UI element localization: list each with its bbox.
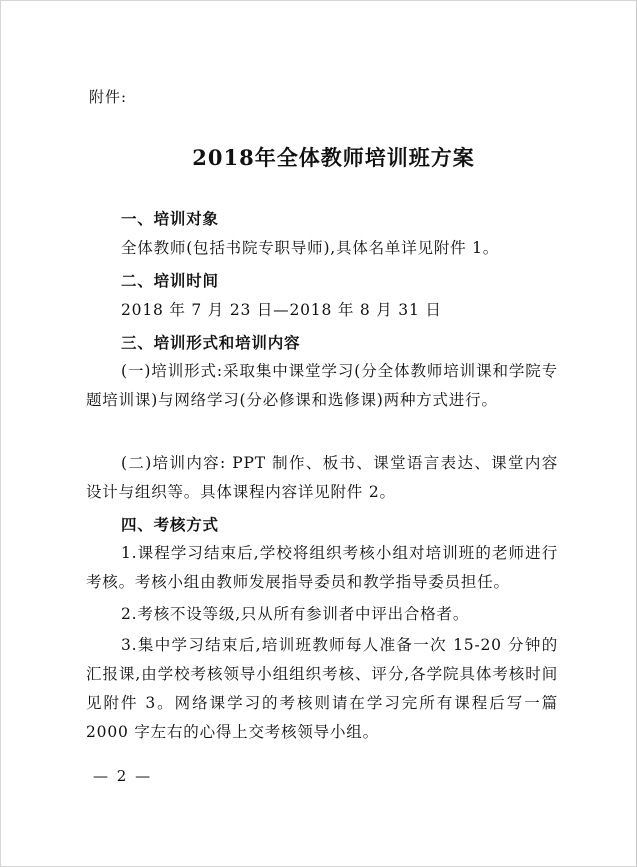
page-number: — 2 — [93, 767, 153, 785]
document-title: 2018年全体教师培训班方案 [192, 145, 475, 170]
section-3-heading: 三、培训形式和培训内容 [121, 333, 301, 352]
section-4-paragraph-3: 3.集中学习结束后,培训班教师每人准备一次 15-20 分钟的汇报课,由学校考核领导小组组织考核、评分,各学院具体考核时间见附件 3。网络课学习的考核则请在学习完所有课程后写一篇 2000 字左右的心得上交考核领导小组。 [86, 636, 558, 741]
section-3-paragraph-1: (一)培训形式:采取集中课堂学习(分全体教师培训课和学院专题培训课)与网络学习(分必修课和选修课)两种方式进行。 [86, 362, 558, 409]
section-2-heading: 二、培训时间 [121, 271, 219, 290]
section-4-heading: 四、考核方式 [121, 515, 219, 534]
section-4-paragraph-1: 1.课程学习结束后,学校将组织考核小组对培训班的老师进行考核。考核小组由教师发展指导委员和教学指导委员担任。 [86, 544, 558, 591]
section-2-text: 2018 年 7 月 23 日—2018 年 8 月 31 日 [121, 301, 442, 319]
section-1-heading: 一、培训对象 [121, 209, 219, 228]
section-1-text: 全体教师(包括书院专职导师),具体名单详见附件 1。 [121, 239, 500, 257]
section-4-paragraph-2: 2.考核不设等级,只从所有参训者中评出合格者。 [121, 605, 470, 623]
attachment-label: 附件: [89, 88, 128, 106]
section-3-paragraph-2: (二)培训内容: PPT 制作、板书、课堂语言表达、课堂内容设计与组织等。具体课程内容详见附件 2。 [86, 454, 558, 501]
